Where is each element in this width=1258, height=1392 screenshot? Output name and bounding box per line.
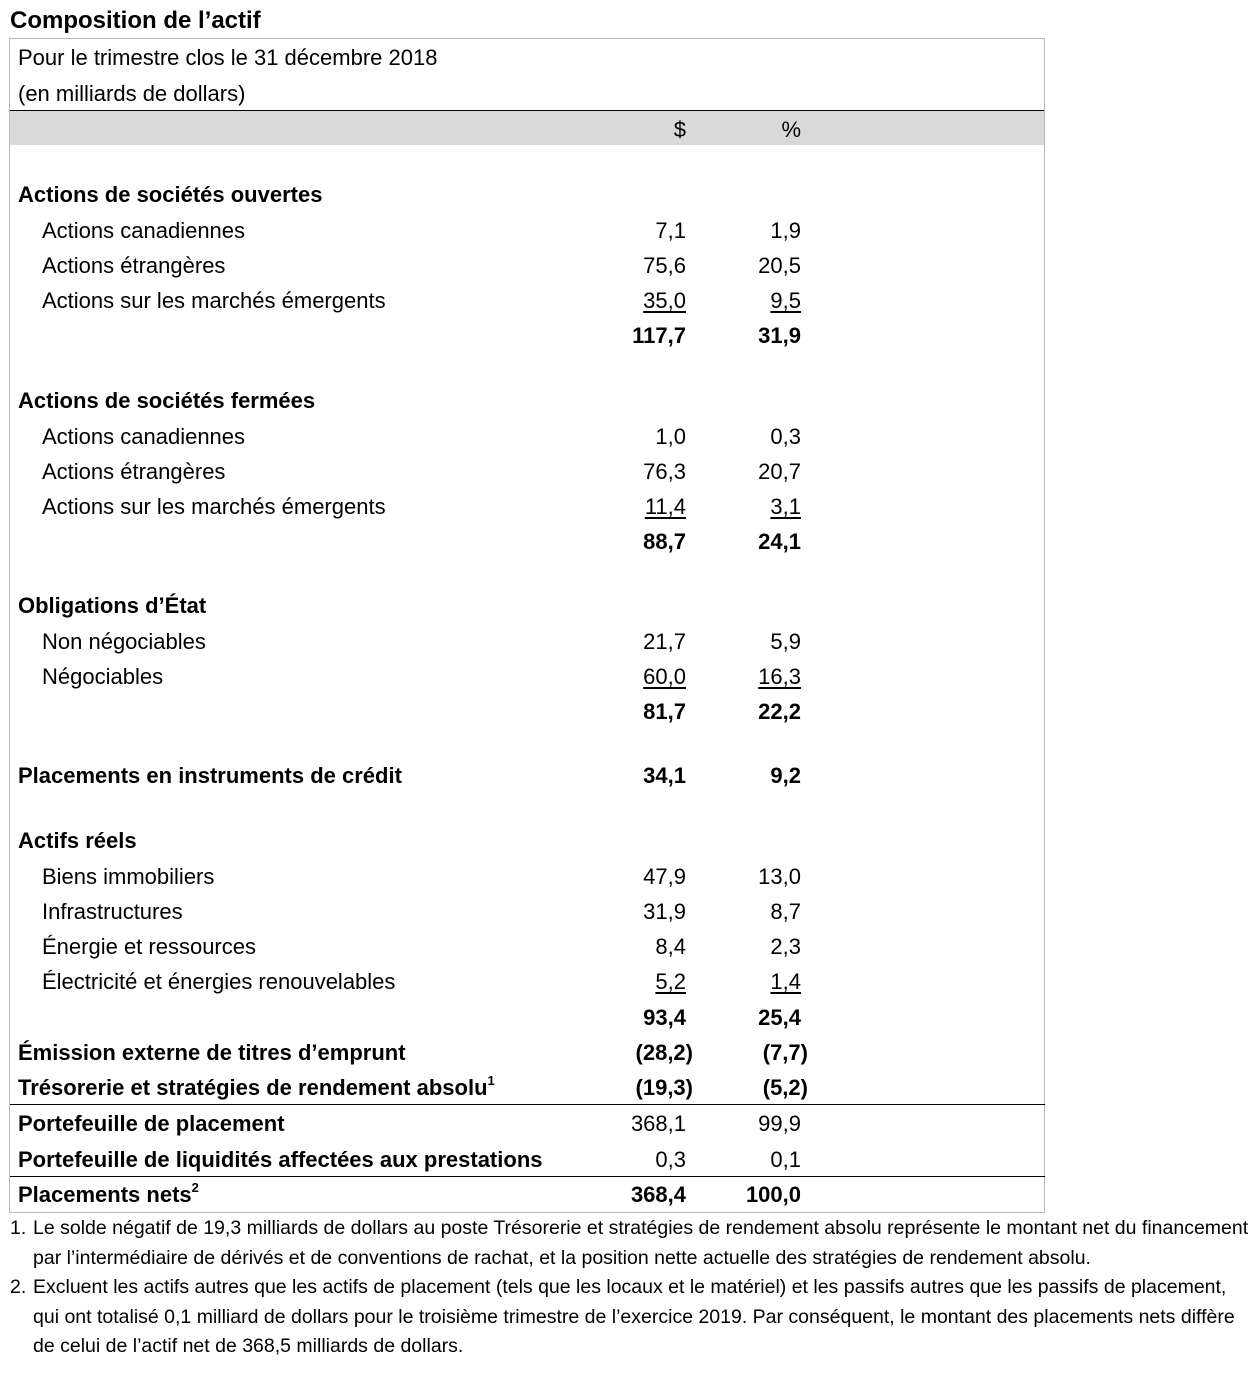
row-label: Trésorerie et stratégies de rendement absolu	[18, 1075, 488, 1100]
footnote	[10, 1273, 1255, 1362]
section-heading	[0, 177, 1045, 212]
row-label: Placements nets	[18, 1182, 192, 1207]
footnote-text: Excluent les actifs autres que les actifs de placement (tels que les locaux et le matériel) et les passifs autres que les passifs de placement, qui ont totalisé 0,1 milliard de dollars pour le troisième trimestre de l’exercice 2019. Par conséquent, le montant des placements nets diffère de celui de l’actif net de 368,5 milliards de dollars.	[33, 1276, 1235, 1357]
table-row	[0, 489, 1045, 524]
value-percent: 8,7	[770, 899, 801, 924]
table-row	[0, 758, 1045, 793]
value-dollar: 76,3	[643, 459, 686, 484]
value-percent: 9,2	[770, 763, 801, 788]
table-row	[0, 1106, 1045, 1141]
subtotal-dollar: 117,7	[632, 323, 686, 348]
value-dollar: 47,9	[643, 864, 686, 889]
period-label: Pour le trimestre clos le 31 décembre 2018	[18, 45, 438, 70]
row-label: Actions canadiennes	[42, 424, 246, 449]
value-percent: 3,1	[770, 494, 801, 519]
table-row	[0, 659, 1045, 694]
value-dollar: (28,2)	[635, 1040, 693, 1065]
section-heading-label: Actions de sociétés ouvertes	[18, 182, 323, 207]
value-dollar: (19,3)	[635, 1075, 693, 1100]
value-percent: 13,0	[758, 864, 801, 889]
subtotal-dollar: 88,7	[643, 529, 686, 554]
value-dollar: 35,0	[643, 288, 686, 313]
table-row	[0, 929, 1045, 964]
row-label: Négociables	[42, 664, 164, 689]
section-heading	[0, 588, 1045, 623]
value-percent: 9,5	[770, 288, 801, 313]
table-row	[0, 213, 1045, 248]
subtotal-percent: 24,1	[758, 529, 801, 554]
section-heading-label: Actifs réels	[18, 828, 137, 853]
subtotal-dollar: 93,4	[643, 1005, 686, 1030]
value-dollar: 1,0	[655, 424, 686, 449]
value-percent: 0,3	[770, 424, 801, 449]
column-header-band	[10, 110, 1044, 145]
value-dollar: 368,1	[630, 1111, 686, 1136]
row-label: Infrastructures	[42, 899, 183, 924]
value-percent: 1,9	[770, 218, 801, 243]
subtotal-row	[0, 694, 1045, 729]
footnote	[10, 1214, 1255, 1273]
subtotal-row	[0, 318, 1045, 353]
total-percent: 100,0	[745, 1182, 801, 1207]
table-row	[0, 248, 1045, 283]
value-dollar: 7,1	[655, 218, 686, 243]
total-dollar: 368,4	[630, 1182, 686, 1207]
section-heading	[0, 383, 1045, 418]
divider	[10, 1104, 1045, 1105]
value-percent: 20,5	[758, 253, 801, 278]
footnote-number: 2.	[10, 1276, 27, 1298]
table-row	[0, 1070, 1045, 1105]
value-dollar: 8,4	[655, 934, 686, 959]
column-header-percent: %	[781, 117, 801, 142]
table-row	[0, 859, 1045, 894]
section-heading-label: Actions de sociétés fermées	[18, 388, 316, 413]
footnote-ref: 2	[191, 1179, 199, 1195]
column-header-dollar: $	[673, 117, 686, 142]
table-row	[0, 624, 1045, 659]
subtotal-row	[0, 1000, 1045, 1035]
row-label: Placements en instruments de crédit	[18, 763, 402, 788]
subtotal-row	[0, 524, 1045, 559]
subtotal-percent: 25,4	[758, 1005, 801, 1030]
section-heading-label: Obligations d’État	[18, 593, 207, 618]
subtotal-percent: 22,2	[758, 699, 801, 724]
row-label: Actions sur les marchés émergents	[42, 494, 386, 519]
subtotal-percent: 31,9	[758, 323, 801, 348]
table-row	[0, 894, 1045, 929]
row-label: Émission externe de titres d’emprunt	[18, 1040, 406, 1065]
row-label: Actions étrangères	[42, 253, 226, 278]
value-dollar: 5,2	[655, 969, 686, 994]
value-percent: (7,7)	[762, 1040, 808, 1065]
row-label: Portefeuille de placement	[18, 1111, 285, 1136]
value-percent: 0,1	[770, 1147, 801, 1172]
units-label: (en milliards de dollars)	[18, 81, 246, 106]
row-label: Actions sur les marchés émergents	[42, 288, 386, 313]
value-dollar: 34,1	[643, 763, 686, 788]
page-title: Composition de l’actif	[10, 7, 261, 34]
table-row	[0, 283, 1045, 318]
row-label: Énergie et ressources	[42, 934, 256, 959]
footnote-number: 1.	[10, 1217, 27, 1239]
value-percent: 2,3	[770, 934, 801, 959]
row-label: Actions canadiennes	[42, 218, 246, 243]
subtotal-dollar: 81,7	[643, 699, 686, 724]
table-row	[0, 1035, 1045, 1070]
value-dollar: 60,0	[643, 664, 686, 689]
value-dollar: 21,7	[643, 629, 686, 654]
table-row	[0, 964, 1045, 999]
row-label: Non négociables	[42, 629, 206, 654]
row-label: Électricité et énergies renouvelables	[42, 969, 396, 994]
value-percent: 5,9	[770, 629, 801, 654]
table-row	[0, 454, 1045, 489]
footnote-text: Le solde négatif de 19,3 milliards de dollars au poste Trésorerie et stratégies de rendement absolu représente le montant net du financement par l’intermédiaire de dérivés et de conventions de rachat, et la position nette actuelle des stratégies de rendement absolu.	[33, 1217, 1249, 1269]
value-percent: (5,2)	[762, 1075, 808, 1100]
value-percent: 1,4	[770, 969, 801, 994]
row-label: Biens immobiliers	[42, 864, 215, 889]
value-percent: 99,9	[758, 1111, 801, 1136]
table-row	[0, 419, 1045, 454]
row-label: Actions étrangères	[42, 459, 226, 484]
value-dollar: 11,4	[644, 494, 686, 519]
row-label: Portefeuille de liquidités affectées aux prestations	[18, 1147, 543, 1172]
value-dollar: 75,6	[643, 253, 686, 278]
value-percent: 16,3	[758, 664, 801, 689]
value-dollar: 0,3	[655, 1147, 686, 1172]
footnotes	[10, 1214, 1255, 1362]
section-heading	[0, 823, 1045, 858]
value-percent: 20,7	[758, 459, 801, 484]
table-row	[0, 1142, 1045, 1177]
footnote-ref: 1	[487, 1072, 495, 1088]
value-dollar: 31,9	[643, 899, 686, 924]
total-row	[0, 1177, 1045, 1212]
